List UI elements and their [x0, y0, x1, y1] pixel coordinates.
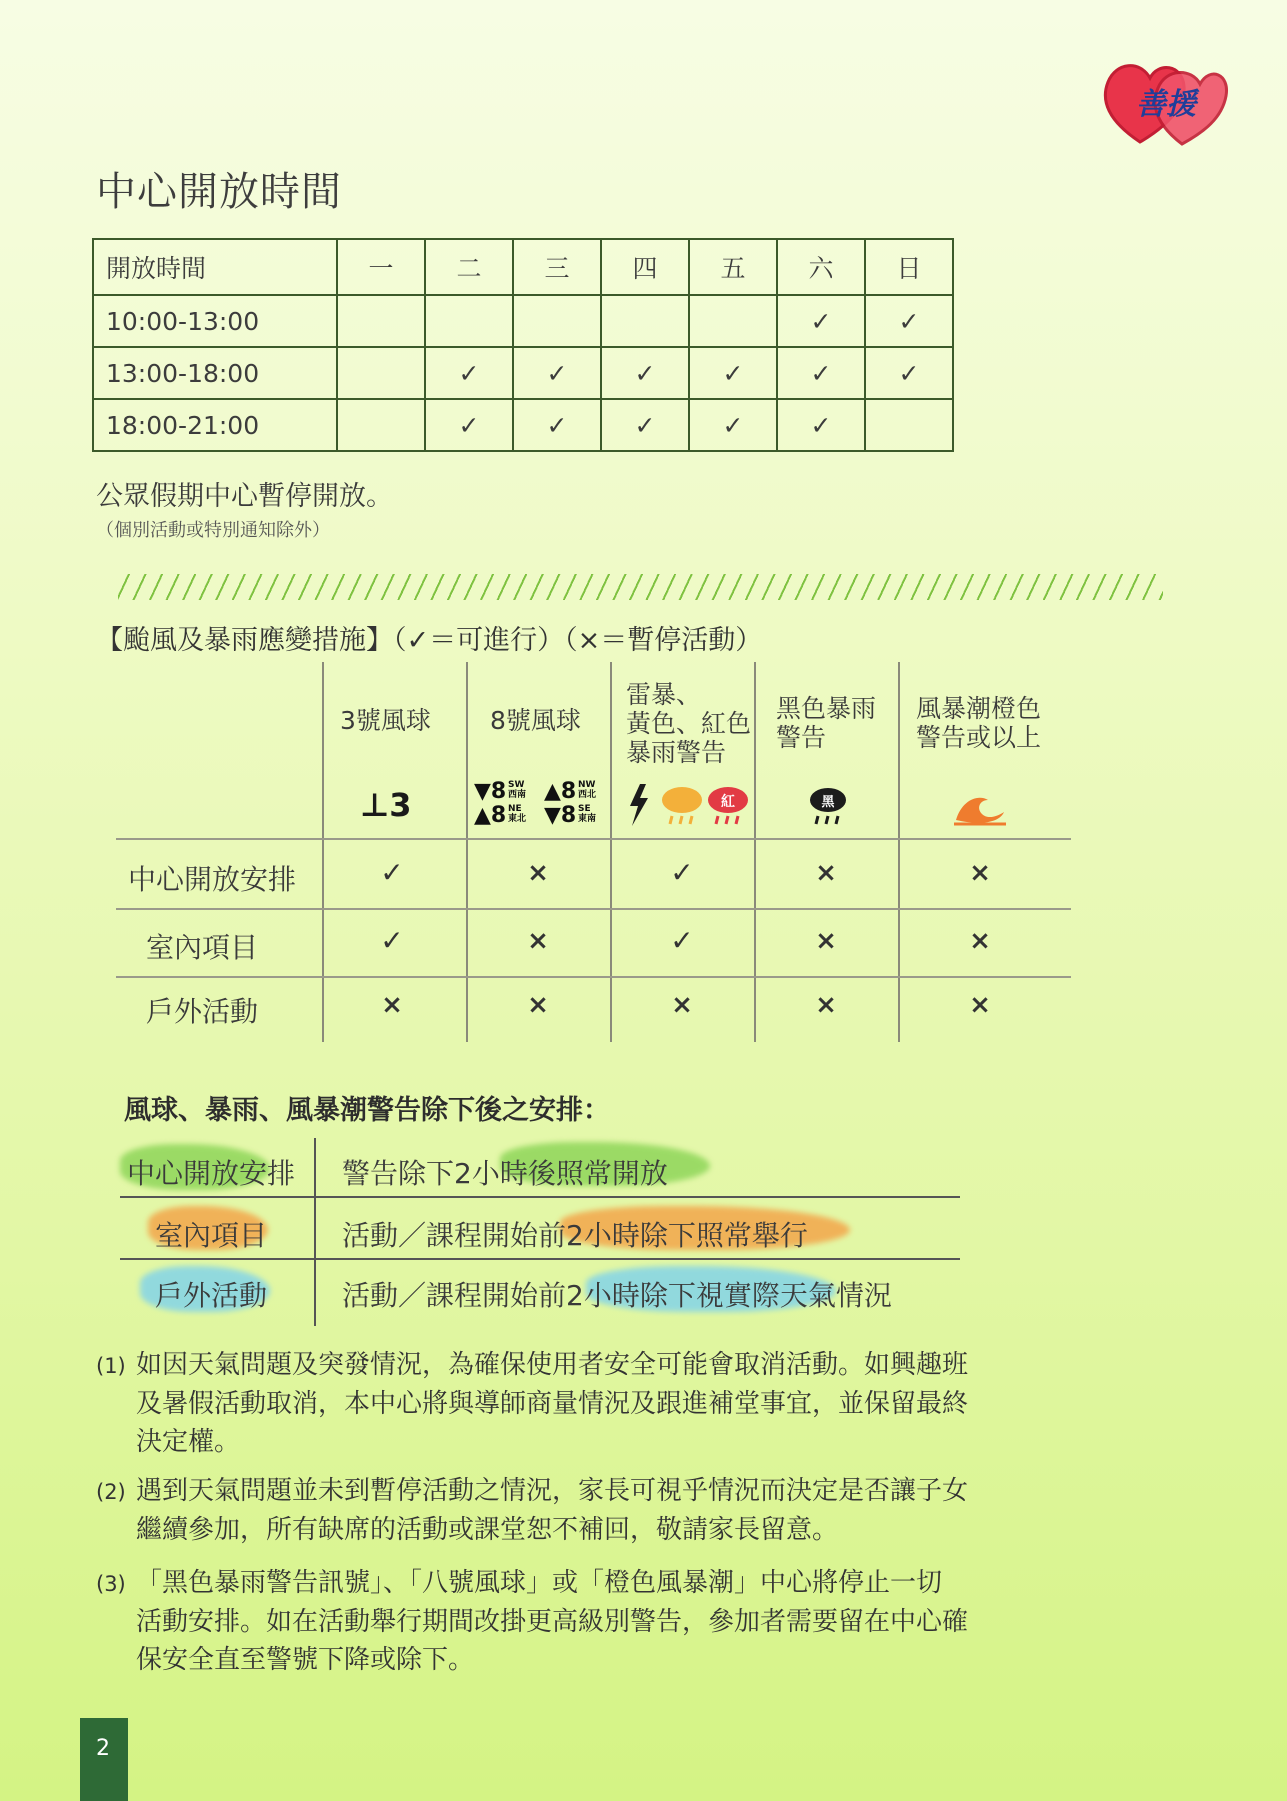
signal-sw-zh: 西南 — [508, 790, 527, 800]
note-item — [96, 1346, 976, 1461]
column-header-black-rain: 黑色暴雨 警告 — [776, 694, 877, 752]
status-mark: × — [815, 858, 837, 888]
thunderstorm-icon — [630, 784, 648, 826]
signal-ne-label: NE — [508, 804, 522, 814]
holiday-closure-exception: （個別活動或特別通知除外） — [96, 520, 330, 541]
header-cell: 三 — [513, 239, 601, 295]
check-cell: ✓ — [777, 347, 865, 399]
status-mark: × — [527, 990, 549, 1020]
signal-se-zh: 東南 — [578, 814, 597, 824]
header-cell: 一 — [337, 239, 425, 295]
check-cell: ✓ — [777, 399, 865, 451]
check-cell: ✓ — [425, 399, 513, 451]
black-rain-icon — [806, 784, 850, 828]
signal-8-icon: ▼8 SW 西南 ▲8 NW 西北 ▲8 NE 東北 ▼8 SE 東南 — [474, 779, 597, 828]
row-label-outdoor: 戶外活動 — [146, 995, 259, 1028]
signal-nw-label: NW — [578, 780, 596, 790]
grid-line — [610, 662, 612, 1042]
grid-line — [322, 662, 324, 1042]
grid-line — [116, 838, 1071, 840]
status-mark: × — [969, 858, 991, 888]
after-label-center-opening: 中心開放安排 — [126, 1157, 295, 1190]
check-cell: ✓ — [601, 399, 689, 451]
check-cell: ✓ — [689, 347, 777, 399]
red-rain-icon — [708, 787, 748, 824]
check-cell — [865, 399, 953, 451]
check-cell — [689, 295, 777, 347]
header-cell: 開放時間 — [93, 239, 337, 295]
status-mark: ✓ — [380, 924, 404, 957]
typhoon-section-heading: 【颱風及暴雨應變措施】（✓＝可進行）（×＝暫停活動） — [96, 625, 763, 656]
check-cell — [337, 399, 425, 451]
signal-8-number: 8 — [560, 779, 577, 804]
after-warning-heading: 風球、暴雨、風暴潮警告除下後之安排： — [124, 1095, 610, 1126]
note-line: 「黑色暴雨警告訊號」、「八號風球」或「橙色風暴潮」中心將停止一切 — [136, 1568, 943, 1598]
column-header-rainstorm: 雷暴、 黃色、紅色 暴雨警告 — [626, 680, 752, 767]
check-cell: ✓ — [513, 399, 601, 451]
note-line: 如因天氣問題及突發情況，為確保使用者安全可能會取消活動。如興趣班 — [136, 1350, 969, 1380]
note-line: 及暑假活動取消，本中心將與導師商量情況及跟進補堂事宜，並保留最終 — [136, 1389, 969, 1419]
grid-line — [466, 662, 468, 1042]
note-line: 遇到天氣問題並未到暫停活動之情況，家長可視乎情況而決定是否讓子女 — [136, 1476, 969, 1506]
heart-logo — [1100, 52, 1230, 152]
status-mark: ✓ — [670, 924, 694, 957]
page-title: 中心開放時間 — [96, 169, 342, 215]
row-label-indoor: 室內項目 — [146, 931, 259, 964]
note-line: 活動安排。如在活動舉行期間改掛更高級別警告，參加者需要留在中心確 — [136, 1607, 969, 1637]
time-cell: 18:00-21:00 — [93, 399, 337, 451]
check-cell: ✓ — [425, 347, 513, 399]
storm-surge-icon — [952, 790, 1008, 826]
table-row — [93, 399, 953, 451]
header-cell: 六 — [777, 239, 865, 295]
rainstorm-warning-icons — [624, 780, 754, 830]
check-cell: ✓ — [601, 347, 689, 399]
status-mark: × — [815, 926, 837, 956]
column-header-signal-8: 8號風球 — [490, 706, 581, 735]
check-cell: ✓ — [513, 347, 601, 399]
check-cell — [513, 295, 601, 347]
note-line: 決定權。 — [136, 1427, 241, 1457]
signal-8-number: 8 — [490, 779, 507, 804]
header-cell: 四 — [601, 239, 689, 295]
red-rain-icon-text: 紅 — [721, 794, 735, 810]
table-header-row — [93, 239, 953, 295]
check-cell: ✓ — [865, 347, 953, 399]
note-number: (3) — [96, 1572, 126, 1596]
black-rain-icon-text: 黑 — [821, 795, 835, 810]
status-mark: ✓ — [670, 856, 694, 889]
check-cell — [337, 295, 425, 347]
grid-line — [116, 976, 1071, 978]
grid-line — [116, 908, 1071, 910]
header-cell: 二 — [425, 239, 513, 295]
holiday-closure-note: 公眾假期中心暫停開放。 — [96, 481, 393, 512]
signal-3-icon: ⊥3 — [360, 786, 412, 824]
after-text-outdoor: 活動／課程開始前2小時除下視實際天氣情況 — [342, 1279, 892, 1312]
status-mark: × — [671, 990, 693, 1020]
check-cell: ✓ — [865, 295, 953, 347]
grid-line — [120, 1258, 960, 1260]
time-cell: 13:00-18:00 — [93, 347, 337, 399]
table-row — [93, 295, 953, 347]
note-line: 保安全直至警號下降或除下。 — [136, 1645, 475, 1675]
after-text-indoor: 活動／課程開始前2小時除下照常舉行 — [342, 1219, 808, 1252]
check-cell — [337, 347, 425, 399]
time-cell: 10:00-13:00 — [93, 295, 337, 347]
header-cell: 日 — [865, 239, 953, 295]
grid-line — [898, 662, 900, 1042]
check-cell — [425, 295, 513, 347]
yellow-rain-icon — [662, 787, 702, 824]
table-row — [93, 347, 953, 399]
check-cell — [601, 295, 689, 347]
header-cell: 五 — [689, 239, 777, 295]
signal-ne-zh: 東北 — [508, 814, 527, 824]
note-number: (1) — [96, 1354, 126, 1378]
status-mark: × — [815, 990, 837, 1020]
hatched-divider — [118, 574, 1163, 600]
column-header-signal-3: 3號風球 — [340, 706, 431, 735]
note-item — [96, 1472, 976, 1549]
after-label-outdoor: 戶外活動 — [154, 1279, 267, 1312]
grid-line — [120, 1196, 960, 1198]
signal-8-number: 8 — [560, 803, 577, 828]
after-label-indoor: 室內項目 — [154, 1219, 267, 1252]
grid-line — [754, 662, 756, 1042]
logo-text: 善援 — [1136, 87, 1196, 122]
column-header-storm-surge: 風暴潮橙色 警告或以上 — [916, 694, 1042, 752]
status-mark: × — [969, 926, 991, 956]
status-mark: × — [381, 990, 403, 1020]
check-cell: ✓ — [777, 295, 865, 347]
row-label-center-opening: 中心開放安排 — [128, 863, 297, 896]
status-mark: × — [969, 990, 991, 1020]
check-cell: ✓ — [689, 399, 777, 451]
status-mark: ✓ — [380, 856, 404, 889]
signal-sw-label: SW — [508, 780, 525, 790]
page-number: 2 — [96, 1736, 110, 1761]
signal-8-number: 8 — [490, 803, 507, 828]
signal-se-label: SE — [578, 804, 591, 814]
opening-hours-table — [92, 238, 954, 452]
signal-nw-zh: 西北 — [578, 790, 597, 800]
after-text-center-opening: 警告除下2小時後照常開放 — [342, 1157, 668, 1190]
status-mark: × — [527, 926, 549, 956]
note-number: (2) — [96, 1480, 126, 1504]
status-mark: × — [527, 858, 549, 888]
note-line: 繼續參加，所有缺席的活動或課堂恕不補回，敬請家長留意。 — [136, 1515, 839, 1545]
grid-line — [314, 1138, 316, 1326]
note-item — [96, 1564, 976, 1679]
